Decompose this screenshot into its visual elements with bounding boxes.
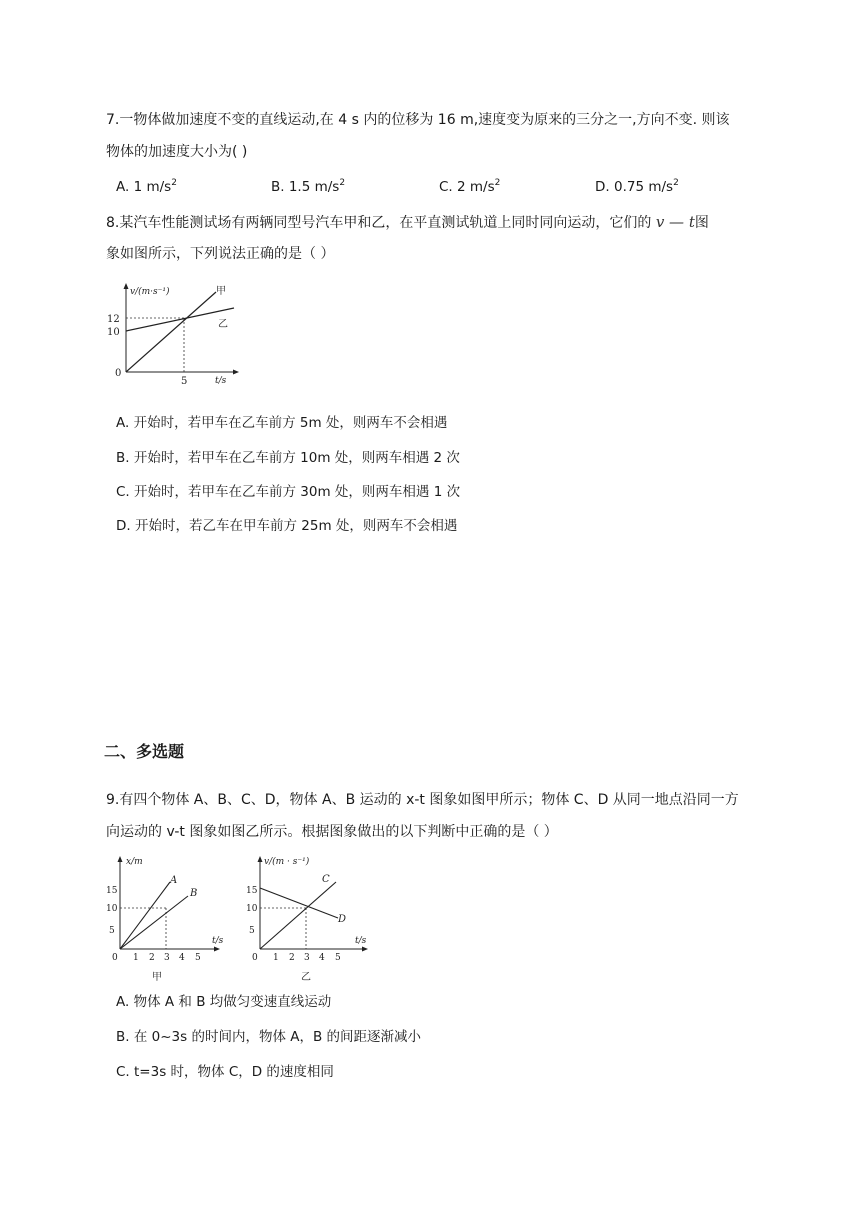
series-jia-line bbox=[126, 292, 216, 372]
q7-option-a: A. 1 $m/s^2$ bbox=[116, 178, 177, 195]
x-tick-3: 3 bbox=[164, 953, 170, 963]
q8-stem-line1: 8.某汽车性能测试场有两辆同型号汽车甲和乙，在平直测试轨道上同时同向运动，它们的 v — t图 bbox=[106, 213, 709, 231]
q7-option-b: B. 1.5 $m/s^2$ bbox=[271, 178, 346, 195]
y-tick-10: 10 bbox=[246, 904, 258, 914]
q9-xt-figure bbox=[104, 852, 224, 984]
q7-option-d: D. 0.75 $m/s^2$ bbox=[595, 178, 679, 195]
q9-vt-figure bbox=[244, 852, 374, 984]
series-d-line bbox=[260, 888, 338, 918]
y-tick-10: 10 bbox=[107, 327, 120, 338]
x-tick-2: 2 bbox=[149, 953, 155, 963]
y-axis-label: v/(m · s⁻¹) bbox=[264, 857, 310, 867]
x-tick-4: 4 bbox=[179, 953, 185, 963]
q8-option-a: A. 开始时，若甲车在乙车前方 5m 处，则两车不会相遇 bbox=[116, 415, 448, 431]
figure-caption: 乙 bbox=[301, 972, 311, 983]
q9-option-a: A. 物体 A 和 B 均做匀变速直线运动 bbox=[116, 994, 332, 1010]
q8-vt-figure bbox=[104, 280, 244, 388]
y-tick-12: 12 bbox=[107, 314, 120, 325]
series-label-jia: 甲 bbox=[216, 286, 226, 297]
series-label-yi: 乙 bbox=[218, 319, 228, 330]
q7-stem-line1: 7.一物体做加速度不变的直线运动,在 4 s 内的位移为 16 m,速度变为原来的三分之一,方向不变. 则该 bbox=[106, 112, 730, 128]
q8-stem-line2: 象如图所示，下列说法正确的是（ ） bbox=[106, 246, 335, 262]
x-tick-5: 5 bbox=[181, 376, 188, 387]
x-tick-4: 4 bbox=[319, 953, 325, 963]
x-tick-1: 1 bbox=[133, 953, 139, 963]
x-tick-5: 5 bbox=[195, 953, 201, 963]
y-tick-15: 15 bbox=[246, 886, 258, 896]
series-label-d: D bbox=[338, 914, 347, 925]
q9-option-c: C. t=3s 时，物体 C，D 的速度相同 bbox=[116, 1064, 334, 1080]
q9-stem-line1: 9.有四个物体 A、B、C、D，物体 A、B 运动的 x-t 图象如图甲所示；物体 C、D 从同一地点沿同一方 bbox=[106, 792, 739, 808]
x-tick-1: 1 bbox=[273, 953, 279, 963]
origin-label: 0 bbox=[252, 953, 258, 963]
x-tick-5: 5 bbox=[335, 953, 341, 963]
x-tick-3: 3 bbox=[304, 953, 310, 963]
q7-stem-line2: 物体的加速度大小为( ) bbox=[106, 144, 248, 160]
q9-option-b: B. 在 0~3s 的时间内，物体 A，B 的间距逐渐减小 bbox=[116, 1029, 422, 1045]
series-label-b: B bbox=[190, 888, 198, 899]
q7-option-c: C. 2 $m/s^2$ bbox=[439, 178, 501, 195]
x-axis-label: t/s bbox=[355, 936, 367, 946]
q9-stem-line2: 向运动的 v-t 图象如图乙所示。根据图象做出的以下判断中正确的是（ ） bbox=[106, 824, 558, 840]
origin-label: 0 bbox=[112, 953, 118, 963]
y-tick-5: 5 bbox=[249, 926, 255, 936]
figure-caption: 甲 bbox=[152, 972, 162, 983]
series-label-a: A bbox=[170, 875, 178, 886]
y-axis-label: x/m bbox=[126, 857, 143, 867]
vt-symbol: v — t bbox=[655, 213, 695, 231]
y-tick-15: 15 bbox=[106, 886, 118, 896]
x-axis-label: t/s bbox=[215, 376, 227, 386]
q8-option-d: D. 开始时，若乙车在甲车前方 25m 处，则两车不会相遇 bbox=[116, 518, 458, 534]
y-tick-5: 5 bbox=[109, 926, 115, 936]
q8-option-c: C. 开始时，若甲车在乙车前方 30m 处，则两车相遇 1 次 bbox=[116, 484, 461, 500]
y-tick-10: 10 bbox=[106, 904, 118, 914]
series-label-c: C bbox=[322, 874, 330, 885]
x-tick-2: 2 bbox=[289, 953, 295, 963]
y-axis-label: v/(m·s⁻¹) bbox=[130, 287, 170, 297]
origin-label: 0 bbox=[115, 368, 122, 379]
section-title: 二、多选题 bbox=[104, 742, 185, 761]
x-axis-label: t/s bbox=[212, 936, 224, 946]
q8-option-b: B. 开始时，若甲车在乙车前方 10m 处，则两车相遇 2 次 bbox=[116, 450, 460, 466]
